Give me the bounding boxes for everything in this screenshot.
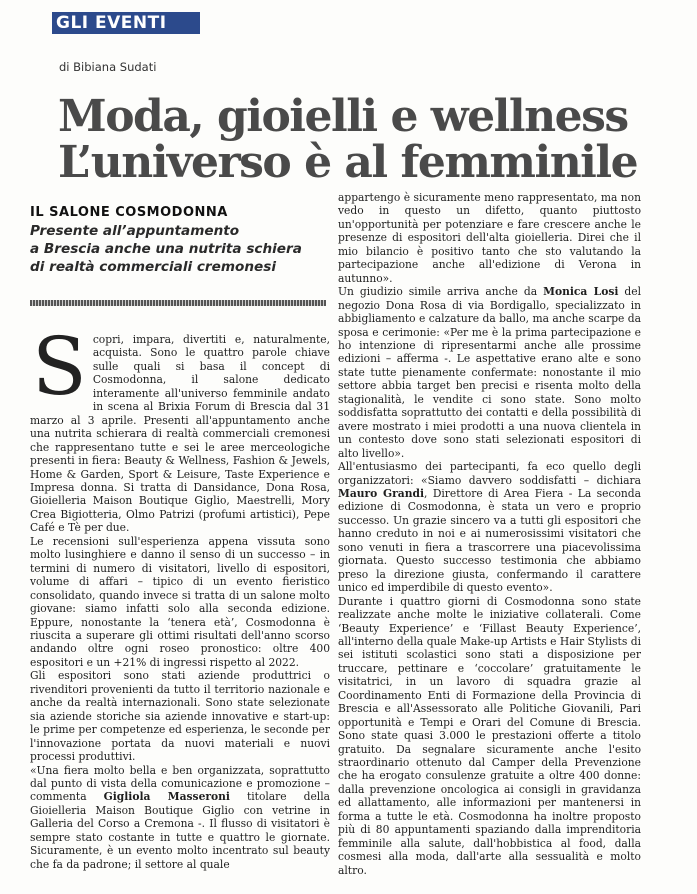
subhead-line-1: Presente all’appuntamento [30,223,240,239]
section-tag: GLI EVENTI [52,12,200,34]
dropcap: S [32,320,87,413]
headline [58,91,688,188]
person-name: Mauro Grandi [338,486,425,500]
article-column-right [338,191,641,877]
article-column-left [30,320,330,871]
paragraph-text: del negozio Dona Rosa di via Bordigallo, specializzato in abbigliamento e calzature da ballo, ma anche scarpe da sposa e cerimonie: «Per me è la prima partecipazione e ho intenzione di ripresentarmi anche alle prossime edizioni – afferma -. Le aspettative erano alte e sono state tutte pienamente confermate: nonostante il mio settore abbia target ben precisi e risenta molto della stagionalità, le vendite ci sono state. Sono molto soddisfatta soprattutto dei contatti e della possibilità di avere mostrato i miei prodotti a una nuova clientela in un contesto dove sono stati selezionati espositori di alto livello». [338,285,642,460]
headline-line-1: Moda, gioielli e wellness [58,91,628,142]
paragraph [30,764,330,872]
paragraph: Durante i quattro giorni di Cosmodonna sono state realizzate anche molte le iniziative collaterali. Come ‘Beauty Experience’ e ‘Fillast Beauty Experience’, all'interno della quale Make-up Artists e Hair Stylists di sei istituti scolastici sono stati a disposizione per truccare, pettinare e ‘coccolare’ gratuitamente le visitatrici, in un lavoro di squadra grazie al Coordinamento Enti di Formazione della Provincia di Brescia e all'Assessorato alle Politiche Giovanili, Pari opportunità e Tempi e Orari del Comune di Brescia. Sono state quasi 3.000 le prestazioni offerte a titolo gratuito. Da segnalare sicuramente anche l'esito straordinario ottenuto dal Camper della Prevenzione che ha erogato consulenze gratuite a oltre 400 donne: dalla prevenzione oncologica ai consigli in gravidanza ed allattamento, alle informazioni per mantenersi in forma a tutte le età. Cosmodonna ha inoltre proposto più di 80 appuntamenti spaziando dalla imprenditoria femminile alla salute, dall'hobbistica al food, dalla cosmesi alla moda, dall'arte alla sessualità e molto altro. [338,594,641,877]
paragraph-text: ra di realtà commerciali cremonesi che rappresentano tutte e sei le aree merceologiche presenti in fiera: Beauty & Wellness, Fashion & Jewels, Home & Garden, Sport & Leisure, Taste Experience e Impresa donna. Si tratta di Dansidance, Dona Rosa, Gioielleria Maison Boutique Giglio, Maestrelli, Mory Crea Bigiotteria, Olmo Patrizi (profumi artistici), Pepe Café e Tè per due. [30,427,330,535]
paragraph: Gli espositori sono stati aziende produttrici o rivenditori provenienti da tutto il territorio nazionale e anche da realtà internazionali. Sono state selezionate sia aziende storiche sia aziende innovative e start-up: le prime per competenze ed esperienza, le seconde per l'innovazione portata da nuovi materiali e nuovi processi produttivi. [30,669,330,764]
subhead [30,222,330,276]
paragraph [338,285,641,460]
byline: di Bibiana Sudati [59,60,157,74]
paragraph-text: «Una fiera molto bella e ben organizzata, soprattutto dal punto di vista della comunicazione e promozione – commenta [30,763,330,804]
paragraph-text: All'entusiasmo dei partecipanti, fa eco quello degli organizzatori: «Siamo davvero soddisfatti – dichiara [338,460,641,487]
person-name: Gigliola Masseroni [103,790,230,804]
paragraph-text: copri, impara, divertiti e, naturalmente, acquista. Sono le quattro parole chiave sulle quali si basa il concept di Cosmodonna, il salone dedicato interamente all'universo femminile andato in scena al Brixia Forum di Brescia dal 31 marzo al 3 aprile. Presenti all'appuntamento anche una nutrita schiera [30,333,330,441]
paragraph-text: , Direttore di Area Fiera - La seconda edizione di Cosmodonna, è stata un vero e proprio successo. Un grazie sincero va a tutti gli espositori che hanno creduto in noi e ai numerosissimi visitatori che sono venuti in fiera a trascorrere una piacevolissima giornata. Questo successo testimonia che abbiamo preso la direzione giusta, confermando il carattere unico ed imperdibile di questo evento». [338,486,641,595]
subhead-line-2: a Brescia anche una nutrita schiera [30,241,302,257]
paragraph [338,460,641,595]
paragraph-text: titolare della Gioielleria Maison Boutique Giglio con vetrine in Galleria del Corso a Cremona -. Il flusso di visitatori è sempre stato costante in tutte e quattro le giornate. Sicuramente, è un evento molto incentrato sul beauty che fa da padrone; il settore al quale [30,790,330,871]
headline-line-2: L’universo è al femminile [58,137,638,188]
paragraph-text: Un giudizio simile arriva anche da [338,285,544,299]
paragraph: appartengo è sicuramente meno rappresentato, ma non vedo in questo un difetto, quanto piuttosto un'opportunità per potenziare e fare crescere anche le presenze di espositori dell'alta gioielleria. Direi che il mio bilancio è positivo tanto che sto valutando la partecipazione anche all'edizione di Verona in autunno». [338,191,641,285]
paragraph: Le recensioni sull'esperienza appena vissuta sono molto lusinghiere e danno il senso di un successo – in termini di numero di visitatori, livello di espositori, volume di affari – tipico di un evento fieristico consolidato, quando invece si tratta di un salone molto giovane: siamo infatti solo alla seconda edizione. Eppure, nonostante la ‘tenera età’, Cosmodonna è riuscita a superare gli ottimi risultati dell'anno scorso andando oltre ogni roseo pronostico: oltre 400 espositori e un +21% di ingressi rispetto al 2022. [30,534,330,669]
kicker: IL SALONE COSMODONNA [30,205,228,220]
subhead-line-3: di realtà commerciali cremonesi [30,259,277,275]
divider-rule [30,300,326,306]
person-name: Monica Losi [543,285,619,299]
paragraph [30,320,330,535]
